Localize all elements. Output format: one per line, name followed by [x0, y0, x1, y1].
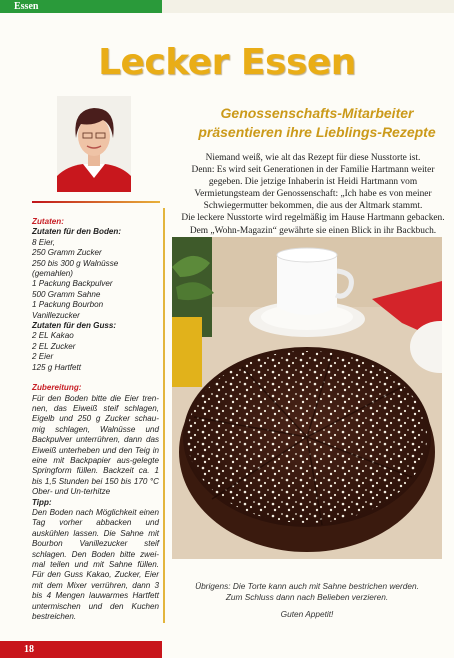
intro-line: Schwiegermutter bekommen, die aus der Altmark stammt.	[203, 201, 423, 212]
closing-text: Guten Appetit!	[280, 609, 334, 619]
subtitle-line: präsentieren ihre Lieblings-Rezepte	[198, 124, 436, 140]
zutaten-heading: Zutaten:	[32, 217, 64, 226]
ingredient: (gemahlen)	[32, 269, 73, 279]
intro-line: Dem „Wohn-Magazin“ gewährte sie einen Blick in ihr Backbuch.	[189, 225, 437, 236]
ingredient: 500 Gramm Sahne	[32, 289, 101, 299]
subtitle-line: Genossenschafts-Mitarbeiter	[220, 105, 414, 121]
ingredient: 125 g Hartfett	[32, 362, 82, 372]
intro-line: Vermietungsteam der Genossenschaft: „Ich habe es von meiner	[194, 189, 432, 200]
recipe-column	[32, 217, 159, 622]
column-divider	[163, 208, 165, 623]
note-line: Zum Schluss dann nach Belieben verzieren.	[225, 592, 389, 602]
page-number: 18	[24, 644, 34, 655]
guss-heading: Zutaten für den Guss:	[32, 321, 117, 331]
section-label: Essen	[14, 1, 39, 12]
ingredient: Vanillezucker	[32, 310, 80, 320]
footer-bar	[0, 641, 162, 658]
ingredient: 2 Eier	[32, 352, 54, 362]
ingredient: 250 Gramm Zucker	[32, 248, 102, 258]
divider	[32, 201, 160, 203]
top-header-bar	[0, 0, 454, 13]
note-line: Übrigens: Die Torte kann auch mit Sahne bestrichen werden.	[195, 581, 419, 591]
subtitle	[188, 104, 446, 142]
intro-line: Denn: Es wird seit Generationen in der Familie Hartmann weiter	[191, 165, 435, 176]
boden-heading: Zutaten für den Boden:	[32, 227, 122, 237]
ingredient: 2 EL Kakao	[32, 331, 74, 341]
ingredient: 8 Eier,	[32, 237, 55, 247]
headline: Lecker Essen	[98, 42, 356, 83]
note-text	[172, 581, 442, 603]
intro-line: Die leckere Nusstorte wird regelmäßig im Hause Hartmann gebacken.	[181, 213, 445, 224]
intro-line: Niemand weiß, wie alt das Rezept für diese Nusstorte ist.	[205, 153, 421, 163]
ingredient: 1 Packung Backpulver	[32, 279, 113, 289]
tipp-heading: Tipp:	[32, 497, 52, 507]
ingredient: 250 bis 300 g Walnüsse	[32, 258, 119, 268]
tipp-text: Den Boden nach Möglichkeit einen Tag vorher abbacken und auskühlen lassen. Die Sahne mit Bourbon Vanillezucker steif schlagen. Den Boden bitte zwei-mal teilen und mit Sahne füllen. Für den Guss Kakao, Zucker, Eier mit dem Mixer verrühren, dann 3 bis 4 Mengen lauwarmes Hartfett untermischen und den Kuchen bestreichen.	[32, 507, 159, 622]
portrait-photo	[57, 96, 131, 192]
zubereitung-text: Für den Boden bitte die Eier tren-nen, das Eiweiß steif schlagen, Eigelb und 250 g Zucker schau-mig schlagen, Walnüsse und Backpulver unterrühren, dann das Eiweiß unterheben und den Teig in eine mit Backpapier aus-gelegte Springform füllen. Backzeit ca. 1 bis 1,5 Stunden bei 150 bis 170 °C Ober- und Un-terhitze	[32, 393, 159, 497]
ingredient: 2 EL Zucker	[32, 341, 76, 351]
ingredient: 1 Packung Bourbon	[32, 300, 104, 310]
cake-photo	[172, 237, 442, 559]
intro-text	[178, 152, 448, 237]
intro-line: gegeben. Die jetzige Inhaberin ist Heidi Hartmann vom	[208, 177, 418, 188]
section-tab	[0, 0, 162, 13]
header-strip	[162, 0, 454, 13]
zubereitung-heading: Zubereitung:	[32, 383, 82, 393]
